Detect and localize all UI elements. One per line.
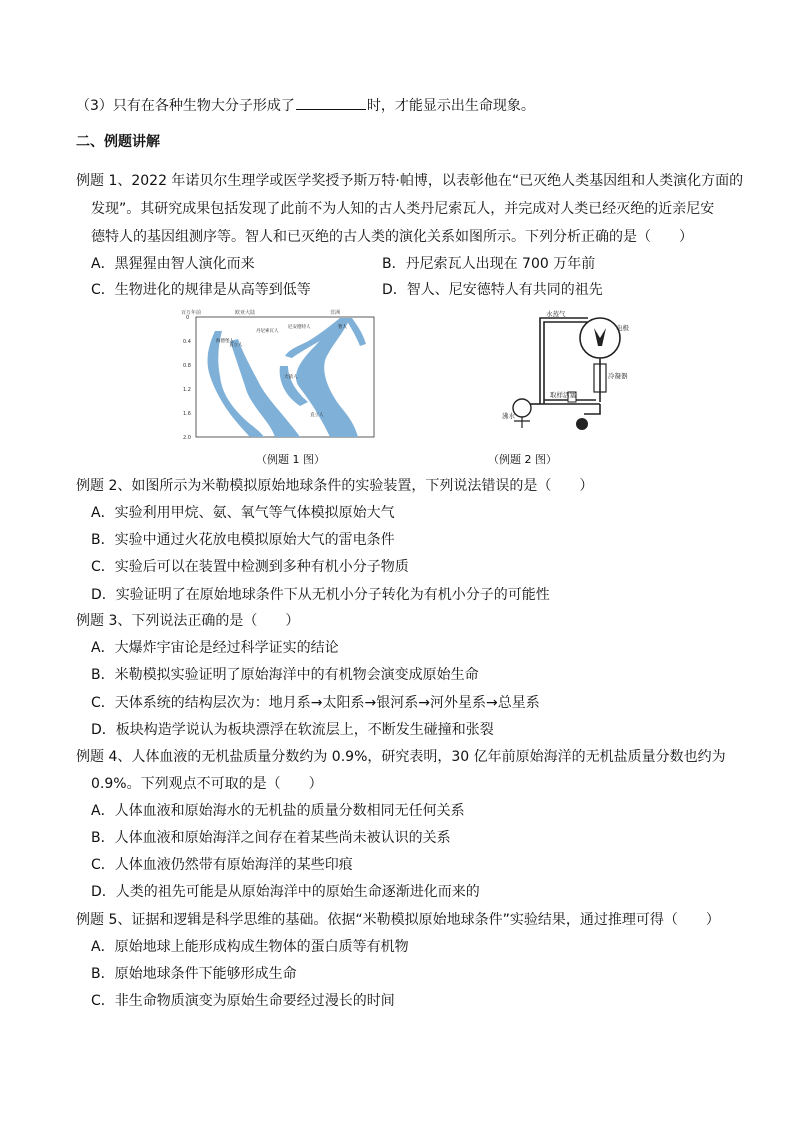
example-4-option-c[interactable]: C．人体血液仍然带有原始海洋的某些印痕 <box>91 857 353 873</box>
example-4-stem-line-1: 例题 4、人体血液的无机盐质量分数约为 0.9%，研究表明，30 亿年前原始海洋的无机盐质量分数也约为 <box>76 749 726 765</box>
tick-label: 1.2 <box>183 387 191 393</box>
example-2-stem: 例题 2、如图所示为米勒模拟原始地球条件的实验装置，下列说法错误的是（ ） <box>76 478 594 494</box>
example-1-option-d[interactable]: D．智人、尼安德特人有共同的祖先 <box>382 282 603 298</box>
region-africa-label: 非洲 <box>330 310 341 316</box>
fig2-label: 沸水 <box>502 412 515 420</box>
branch-label: 尼安德特人 <box>288 325 311 330</box>
example-3-option-c[interactable]: C．天体系统的结构层次为：地月系→太阳系→银河系→河外星系→总星系 <box>91 695 540 711</box>
example-3-option-d[interactable]: D．板块构造学说认为板块漂浮在软流层上，不断发生碰撞和张裂 <box>91 722 494 738</box>
sampling-flask <box>576 418 588 430</box>
answer-blank[interactable] <box>296 95 366 110</box>
boiling-flask <box>513 399 531 417</box>
branch-label: 大猿人 <box>284 375 298 380</box>
fig2-label: 电极 <box>616 324 629 332</box>
example-3-option-b[interactable]: B．米勒模拟实验证明了原始海洋中的有机物会演变成原始生命 <box>91 667 479 683</box>
figure-2-caption: （例题 2 图） <box>488 453 557 466</box>
tick-label: 0 <box>186 315 190 321</box>
question-3 <box>76 95 535 116</box>
branch-label: 直立人 <box>229 343 243 348</box>
example-5-option-a[interactable]: A．原始地球上能形成构成生物体的蛋白质等有机物 <box>91 939 409 955</box>
branch-label: 丹尼索瓦人 <box>256 329 279 334</box>
question-3-post: 时，才能显示出生命现象。 <box>366 98 535 114</box>
example-1-option-c[interactable]: C．生物进化的规律是从高等到低等 <box>91 282 311 298</box>
fig2-label: 取样活塞 <box>550 391 576 399</box>
branch-label: 直立人 <box>310 413 324 418</box>
example-5-option-c[interactable]: C．非生命物质演变为原始生命要经过漫长的时间 <box>91 993 395 1009</box>
example-5-stem: 例题 5、证据和逻辑是科学思维的基础。依据“米勒模拟原始地球条件”实验结果，通过推理可得（ ） <box>76 912 720 928</box>
example-1-stem-line-2: 发现”。其研究成果包括发现了此前不为人知的古人类丹尼索瓦人，并完成对人类已经灭绝的近亲尼安 <box>91 201 715 217</box>
region-eurasia-label: 欧亚大陆 <box>235 310 256 316</box>
tick-label: 0.4 <box>183 339 191 345</box>
example-3-stem: 例题 3、下列说法正确的是（ ） <box>76 613 300 629</box>
example-2-option-d[interactable]: D．实验证明了在原始地球条件下从无机小分子转化为有机小分子的可能性 <box>91 587 550 603</box>
example-2-option-a[interactable]: A．实验利用甲烷、氨、氧气等气体模拟原始大气 <box>91 505 395 521</box>
question-3-pre: （3）只有在各种生物大分子形成了 <box>76 98 295 114</box>
example-4-stem-line-2: 0.9%。下列观点不可取的是（ ） <box>91 776 323 792</box>
trap-tube <box>584 404 600 414</box>
example-2-option-b[interactable]: B．实验中通过火花放电模拟原始大气的雷电条件 <box>91 532 395 548</box>
example-1-option-a[interactable]: A．黑猩猩由智人演化而来 <box>91 256 255 272</box>
example-3-option-a[interactable]: A．大爆炸宇宙论是经过科学证实的结论 <box>91 640 339 656</box>
burner <box>514 417 530 428</box>
example-1-stem-line-3: 德特人的基因组测序等。智人和已灭绝的古人类的演化关系如图所示。下列分析正确的是（ ） <box>91 229 693 245</box>
example-1-figure <box>180 306 376 440</box>
branch-label: 智人 <box>338 325 347 330</box>
branch-label: 海德堡人 <box>216 339 234 344</box>
fig2-label: 水蒸气 <box>546 310 566 318</box>
fig2-label: 冷凝器 <box>608 372 628 380</box>
spark-icon <box>594 328 606 346</box>
example-4-option-a[interactable]: A．人体血液和原始海水的无机盐的质量分数相同无任何关系 <box>91 803 465 819</box>
tick-label: 1.6 <box>183 411 191 417</box>
tick-label: 2.0 <box>183 435 191 440</box>
example-5-option-b[interactable]: B．原始地球条件下能够形成生命 <box>91 966 297 982</box>
section-title: 二、例题讲解 <box>76 134 160 150</box>
example-1-option-b[interactable]: B．丹尼索瓦人出现在 700 万年前 <box>382 256 596 272</box>
figure-1-caption: （例题 1 图） <box>256 453 325 466</box>
example-4-option-d[interactable]: D．人类的祖先可能是从原始海洋中的原始生命逐渐进化而来的 <box>91 884 480 900</box>
example-2-option-c[interactable]: C．实验后可以在装置中检测到多种有机小分子物质 <box>91 559 409 575</box>
y-axis-label: 百万年前 <box>181 310 202 316</box>
example-1-stem-line-1: 例题 1、2022 年诺贝尔生理学或医学奖授予斯万特·帕博，以表彰他在“已灭绝人类基因组和人类演化方面的 <box>76 173 744 189</box>
example-4-option-b[interactable]: B．人体血液和原始海洋之间存在着某些尚未被认识的关系 <box>91 830 451 846</box>
example-2-figure <box>500 306 636 440</box>
tick-label: 0.8 <box>183 363 191 369</box>
